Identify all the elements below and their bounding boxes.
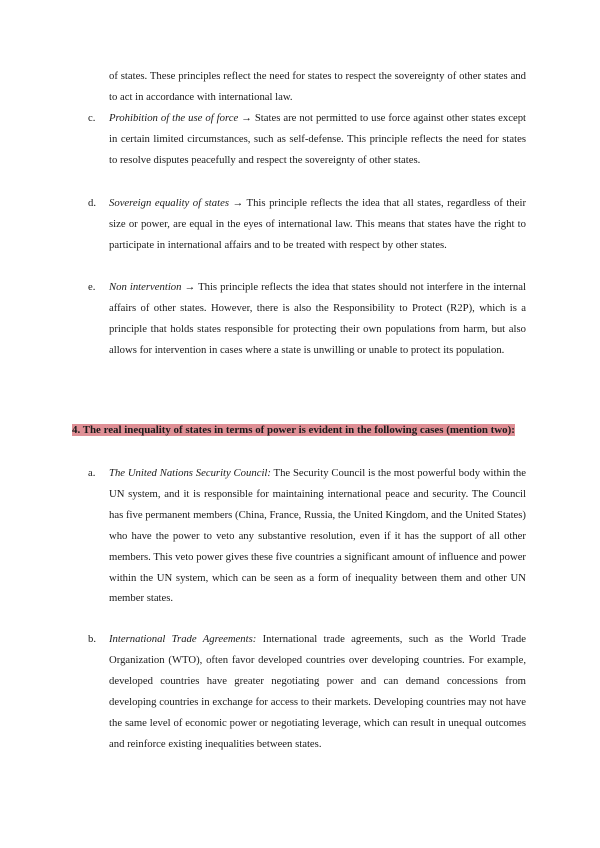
case-a-text: The Security Council is the most powerful body within the UN system, and it is responsible for maintaining international peace and security. The Council has five permanent members (China, France, Russia, the United Kingdom, and the United States) who have the power to veto any substantive resolution, even if it has the support of all other members. This veto power gives these five countries a significant amount of influence and power within the UN system, which can be seen as a form of inequality between them and other UN member states. bbox=[109, 467, 526, 605]
principle-d-term: Sovereign equality of states bbox=[109, 197, 229, 209]
case-b-term: International Trade Agreements: bbox=[109, 633, 257, 645]
principle-d-arrow: → bbox=[229, 197, 247, 209]
principle-d-text: This principle reflects the idea that all states, regardless of their size or power, are equal in the eyes of international law. This means that states have the right to participate in international affairs and to be treated with respect by other states. bbox=[109, 197, 527, 251]
principle-c-paragraph bbox=[109, 108, 526, 171]
principle-c-text: States are not permitted to use force against other states except in certain limited circumstances, such as self-defense. This principle reflects the need for states to resolve disputes peacefully and respect the sovereignty of other states. bbox=[109, 112, 527, 166]
case-b-paragraph bbox=[109, 629, 526, 754]
principle-d-paragraph bbox=[109, 193, 526, 256]
principle-e-term: Non intervention bbox=[109, 281, 182, 293]
principle-e-text: This principle reflects the idea that states should not interfere in the internal affairs of other states. However, there is also the Responsibility to Protect (R2P), which is a principle that holds states responsible for protecting their own populations from harm, but also allows for intervention in cases where a state is unwilling or unable to protect its population. bbox=[109, 281, 526, 356]
list-marker-a: a. bbox=[88, 467, 96, 479]
principle-c-term: Prohibition of the use of force bbox=[109, 112, 239, 124]
principle-e-paragraph bbox=[109, 277, 526, 361]
section-heading bbox=[72, 420, 526, 441]
list-marker-b: b. bbox=[88, 633, 97, 645]
section-heading-text: 4. The real inequality of states in terms of power is evident in the following cases (mention two): bbox=[72, 424, 515, 436]
principle-c-arrow: → bbox=[238, 112, 255, 124]
case-b-text: International trade agreements, such as the World Trade Organization (WTO), often favor developed countries over developing countries. For example, developed countries have greater negotiating power and can demand concessions from developing countries in exchange for access to their markets. Developing countries may not have the same level of economic power or negotiating leverage, which can result in unequal outcomes and reinforce existing inequalities between states. bbox=[109, 633, 526, 750]
case-a-paragraph bbox=[109, 463, 526, 609]
list-marker-d: d. bbox=[88, 197, 97, 209]
case-a-term: The United Nations Security Council: bbox=[109, 467, 271, 479]
principle-e-arrow: → bbox=[181, 281, 199, 293]
list-marker-e: e. bbox=[88, 281, 96, 293]
continuation-paragraph: of states. These principles reflect the need for states to respect the sovereignty of other states and to act in accordance with international law. bbox=[109, 70, 526, 103]
list-marker-c: c. bbox=[88, 112, 96, 124]
